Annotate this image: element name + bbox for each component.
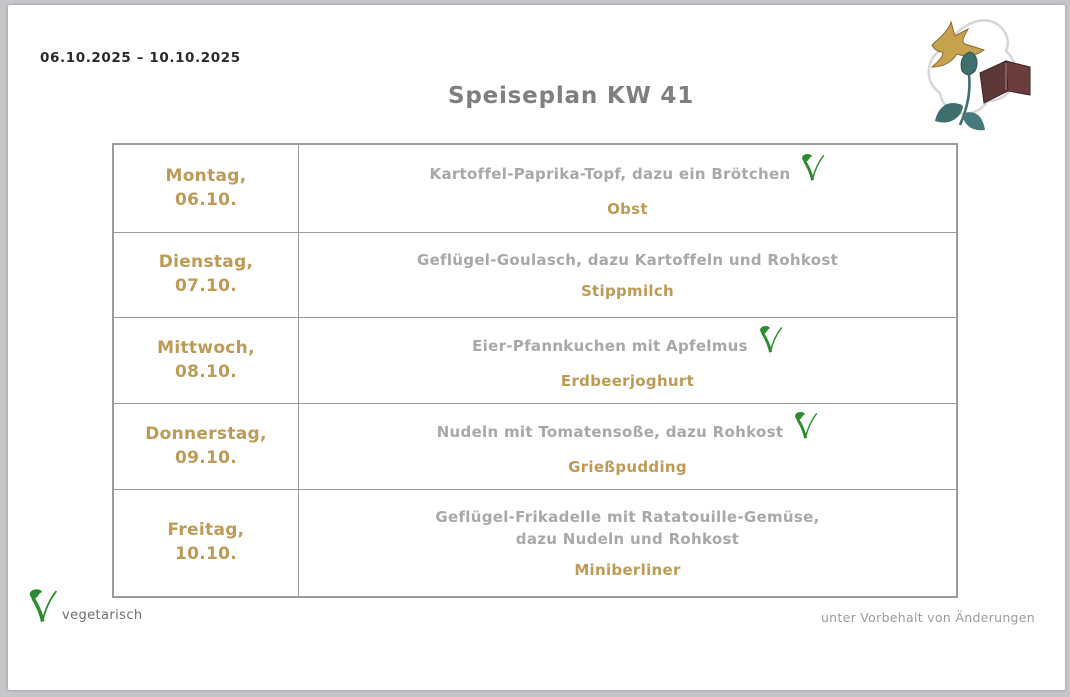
- dessert-text: Erdbeerjoghurt: [560, 371, 695, 390]
- sprout-v-icon: [757, 325, 783, 355]
- day-cell: [114, 404, 299, 489]
- day-cell: [114, 490, 299, 596]
- date-range: 06.10.2025 – 10.10.2025: [40, 50, 241, 66]
- main-dish-text: Eier-Pfannkuchen mit Apfelmus: [472, 336, 748, 355]
- main-dish: [417, 250, 838, 272]
- main-dish-text: Kartoffel-Paprika-Topf, dazu ein Brötchen: [429, 164, 791, 183]
- main-dish: [435, 507, 819, 551]
- main-dish: [430, 160, 826, 190]
- day-cell: [114, 233, 299, 317]
- day-date: 08.10.: [174, 361, 238, 382]
- disclaimer-text: unter Vorbehalt von Änderungen: [820, 610, 1035, 625]
- page-title: Speiseplan KW 41: [447, 83, 695, 109]
- sprout-v-icon: [792, 411, 818, 441]
- menu-row-donnerstag: [114, 404, 956, 490]
- dessert-text: Miniberliner: [574, 560, 681, 579]
- day-name: Freitag,: [167, 520, 245, 541]
- day-name: Dienstag,: [158, 252, 254, 273]
- menu-row-mittwoch: [114, 318, 956, 404]
- dish-cell: [299, 233, 956, 317]
- dish-cell: [299, 318, 956, 403]
- day-date: 09.10.: [174, 447, 238, 468]
- day-date: 10.10.: [174, 544, 238, 564]
- document-page: [8, 5, 1065, 690]
- day-cell: [114, 145, 299, 232]
- day-name: Montag,: [165, 165, 247, 186]
- main-dish-text: Geflügel-Frikadelle mit Ratatouille-Gemüse,: [435, 508, 820, 527]
- menu-table: [112, 143, 958, 598]
- day-date: 07.10.: [174, 276, 238, 296]
- dessert-text: Grießpudding: [568, 457, 687, 476]
- main-dish: [437, 418, 819, 448]
- day-cell: [114, 318, 299, 403]
- menu-row-dienstag: [114, 233, 956, 318]
- day-name: Mittwoch,: [157, 337, 255, 358]
- dish-cell: [299, 490, 956, 596]
- day-date: 06.10.: [174, 189, 238, 210]
- menu-row-montag: [114, 145, 956, 233]
- sprout-v-icon: [26, 588, 58, 625]
- day-name: Donnerstag,: [145, 423, 267, 444]
- dish-cell: [299, 404, 956, 489]
- dish-cell: [299, 145, 956, 232]
- dessert-text: Obst: [607, 199, 648, 218]
- main-dish-text: Nudeln mit Tomatensoße, dazu Rohkost: [436, 422, 784, 441]
- vegetarian-legend: [26, 588, 143, 625]
- main-dish-text-2: dazu Nudeln und Rohkost: [515, 530, 740, 548]
- main-dish: [472, 332, 783, 362]
- menu-row-freitag: [114, 490, 956, 596]
- dessert-text: Stippmilch: [580, 281, 675, 300]
- sprout-v-icon: [799, 153, 825, 183]
- dove-book-tulip-logo-icon: [916, 9, 1038, 139]
- legend-label: vegetarisch: [62, 608, 143, 623]
- main-dish-text: Geflügel-Goulasch, dazu Kartoffeln und Rohkost: [416, 251, 839, 270]
